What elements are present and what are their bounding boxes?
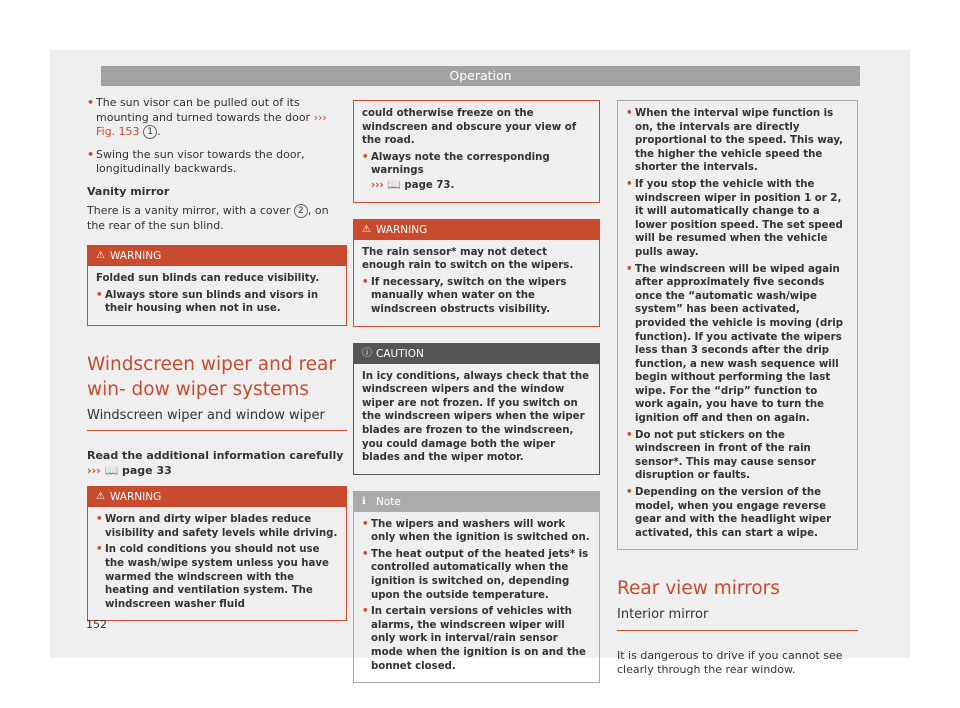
- bullet-text: The sun visor can be pulled out of its mounting and turned towards the door: [96, 96, 311, 124]
- note-label: Note: [376, 495, 401, 508]
- list-item: • Swing the sun visor towards the door, longitudinally backwards.: [87, 148, 347, 177]
- paragraph: It is dangerous to drive if you cannot see clearly through the rear window.: [617, 648, 843, 677]
- caution-text: In icy conditions, always check that the windscreen wipers and the window wiper are not frozen. If you switch on the windscreen wipers when the wiper blades are frozen to the windscreen, you could damage both the wiper blades and the wiper motor.: [362, 370, 590, 464]
- subheading-vanity-mirror: Vanity mirror: [87, 184, 170, 198]
- list-item: • Always store sun blinds and visors in their housing when not in use.: [96, 289, 338, 316]
- warning-body: [88, 507, 346, 620]
- note-box: [353, 491, 600, 684]
- warning-header: [354, 220, 599, 240]
- caution-body: [354, 364, 599, 474]
- section-subtitle: Windscreen wiper and window wiper: [87, 409, 347, 432]
- list-item: • The windscreen will be wiped again after approximately five seconds once the “automatic wash/wipe system” has been activated, provided the vehicle is moving (drip function). If you activate the wipers less than 3 seconds after the drip function, a new wash sequence will begin without performing the last wipe. For the “drip” function to work again, you have to turn the ignition off and then on again.: [626, 263, 849, 426]
- callout-number: 1: [143, 125, 157, 139]
- page-number: 152: [86, 618, 107, 631]
- page-header: Operation: [101, 66, 860, 86]
- caution-label: CAUTION: [376, 347, 424, 360]
- list-item: • When the interval wipe function is on, the intervals are directly proportional to the speed. This way, the higher the vehicle speed the shorter the intervals.: [626, 107, 849, 175]
- warning-text: The rain sensor* may not detect enough rain to switch on the wipers.: [362, 246, 574, 272]
- warning-label: WARNING: [110, 491, 162, 504]
- note-body: [618, 101, 857, 549]
- column-1: [87, 96, 347, 629]
- paragraph: [87, 449, 347, 478]
- warning-box: [87, 245, 347, 326]
- caution-icon: ⓘ: [362, 347, 372, 359]
- warning-body: [354, 240, 599, 326]
- paragraph-text: , on the rear of the sun blind.: [87, 204, 329, 232]
- list-item: • The heat output of the heated jets* is controlled automatically when the ignition is switched on, depending upon the outside temperature.: [362, 548, 591, 602]
- note-body: [354, 512, 599, 683]
- warning-body: [354, 101, 599, 202]
- callout-number: 2: [294, 204, 308, 218]
- warning-icon: ⚠: [96, 491, 105, 503]
- warning-box-continued: [353, 100, 600, 203]
- list-item: • Depending on the version of the model, when you engage reverse gear and with the headlight wiper activated, this can start a wipe.: [626, 486, 849, 540]
- paragraph-text: Read the additional information carefully: [87, 449, 344, 463]
- list-item: • In certain versions of vehicles with alarms, the windscreen wiper will only work in interval/rain sensor mode when the ignition is on and the bonnet closed.: [362, 605, 591, 673]
- warning-box: [87, 486, 347, 621]
- paragraph-text: There is a vanity mirror, with a cover: [87, 204, 291, 217]
- warning-text: Folded sun blinds can reduce visibility.: [96, 273, 320, 284]
- page-link[interactable]: page 73.: [404, 179, 455, 191]
- page-link-arrows[interactable]: ›››: [87, 463, 101, 477]
- note-header: [354, 492, 599, 512]
- list-item: • Worn and dirty wiper blades reduce visibility and safety levels while driving.: [96, 513, 338, 540]
- section-title: Windscreen wiper and rear win- dow wiper systems: [87, 353, 336, 400]
- book-icon: 📖: [387, 177, 401, 191]
- caution-header: [354, 344, 599, 364]
- warning-label: WARNING: [376, 223, 428, 236]
- book-icon: 📖: [104, 463, 119, 477]
- column-2: [353, 96, 600, 691]
- warning-text: could otherwise freeze on the windscreen and obscure your view of the road.: [362, 108, 577, 147]
- list-item: • Do not put stickers on the windscreen in front of the rain sensor*. This may cause sensor disruption or faults.: [626, 429, 849, 483]
- page-link-arrows[interactable]: ›››: [371, 179, 384, 191]
- section-subtitle: Interior mirror: [617, 608, 858, 631]
- warning-header: [88, 487, 346, 507]
- warning-body: [88, 266, 346, 325]
- warning-header: [88, 246, 346, 266]
- section-title: Rear view mirrors: [617, 578, 780, 600]
- column-3: [617, 96, 858, 686]
- list-item: • If you stop the vehicle with the windscreen wiper in position 1 or 2, it will automatically change to a lower position speed. The set speed will be resumed when the vehicle pulls away.: [626, 178, 849, 260]
- list-item: • If necessary, switch on the wipers manually when water on the windscreen obstructs visibility.: [362, 276, 591, 317]
- warning-label: WARNING: [110, 250, 162, 262]
- note-box-continued: [617, 100, 858, 550]
- warning-icon: ⚠: [362, 223, 371, 235]
- figure-link[interactable]: ››› Fig. 153: [96, 110, 327, 138]
- page-link[interactable]: page 33: [122, 463, 172, 477]
- warning-box: [353, 219, 600, 327]
- list-item: • In cold conditions you should not use the wash/wipe system unless you have warmed the windscreen with the heating and ventilation system. The windscreen washer fluid: [96, 543, 338, 611]
- warning-icon: ⚠: [96, 250, 105, 261]
- list-item: [362, 151, 591, 193]
- list-item: • The wipers and washers will work only when the ignition is switched on.: [362, 518, 591, 545]
- info-icon: ℹ: [362, 495, 366, 507]
- caution-box: [353, 343, 600, 475]
- list-item: • The sun visor can be pulled out of its mounting and turned towards the door ››› Fig. 153 1 .: [87, 96, 347, 140]
- bullet-text: Always note the corresponding warnings: [371, 151, 550, 177]
- paragraph: [87, 204, 347, 233]
